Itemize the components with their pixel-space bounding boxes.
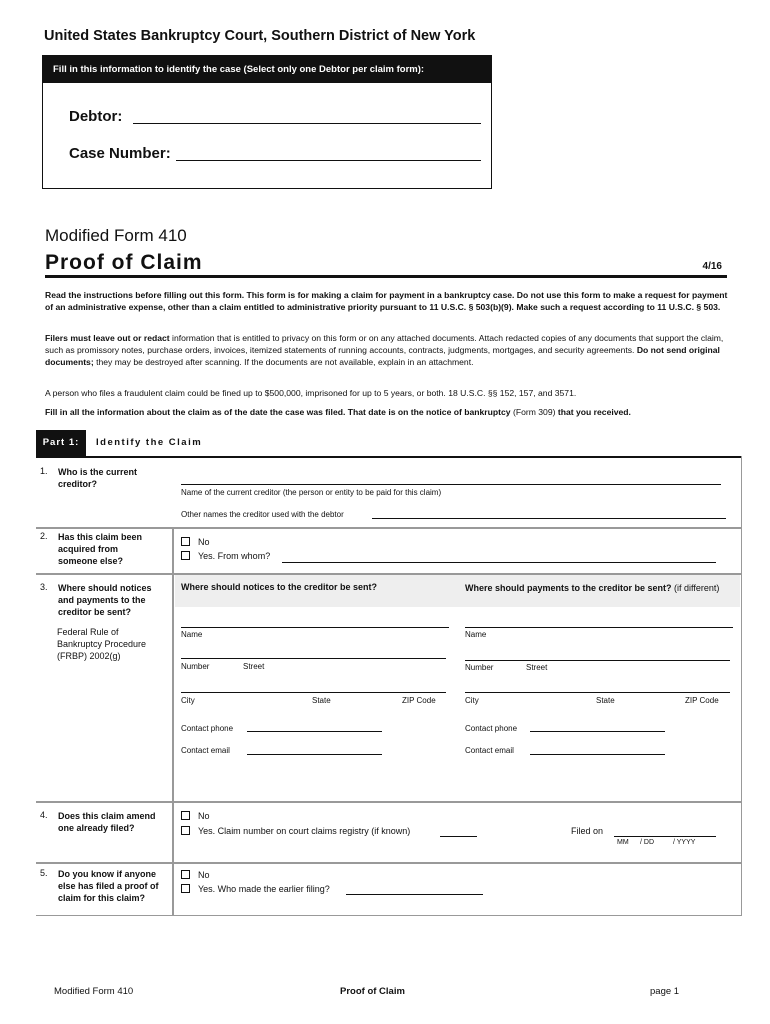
column-separator [172,527,174,916]
date-mm-label: MM [617,839,629,846]
claim-number-field[interactable] [440,836,477,837]
notice-email-field[interactable] [247,754,382,755]
debtor-field[interactable] [133,123,481,124]
q2-no-label: No [198,537,210,547]
footer-title: Proof of Claim [340,986,405,997]
creditor-name-hint: Name of the current creditor (the person or entity to be paid for this claim) [181,488,442,497]
q2-yes-option[interactable] [181,551,270,561]
q4-no-label: No [198,811,210,821]
notice-state-label: State [312,696,331,705]
title-rule [45,275,727,278]
acquired-from-field[interactable] [282,562,716,563]
q4-yes-checkbox[interactable] [181,826,190,835]
originals-text: they may be destroyed after scanning. If the documents are not available, explain in an attachment. [93,357,474,367]
debtor-label: Debtor: [69,108,123,125]
instructions-paragraph-2 [45,332,730,368]
q5-yes-checkbox[interactable] [181,884,190,893]
notice-zip-label: ZIP Code [402,696,436,705]
date-yyyy-label: / YYYY [673,839,696,846]
footer-page-number: page 1 [650,986,680,997]
payments-heading: Where should payments to the creditor be sent? [465,583,672,593]
q4-no-option[interactable] [181,811,210,821]
part-title: Identify the Claim [96,437,203,448]
instructions-paragraph-4 [45,406,730,418]
q4-question: Does this claim amend one already filed? [58,811,156,833]
q4-yes-label: Yes. Claim number on court claims registry (if known) [198,826,411,836]
payment-street-field[interactable] [465,660,730,661]
q5-yes-label: Yes. Who made the earlier filing? [198,884,330,894]
part-label: Part 1: [36,430,86,456]
q4-number: 4. [40,810,48,820]
originals-notice: Do not send original documents; [45,345,720,367]
case-box-title: Fill in this information to identify the case (Select only one Debtor per claim form): [43,56,491,83]
q2-question: Has this claim been acquired from someone else? [58,532,143,566]
payment-name-field[interactable] [465,627,733,628]
part1-frame [36,456,742,916]
q2-number: 2. [40,531,48,541]
row-separator-1 [36,527,742,529]
court-name: United States Bankruptcy Court, Southern District of New York [44,28,476,44]
form-number: Modified Form 410 [45,226,187,245]
notice-phone-label: Contact phone [181,724,234,733]
q5-yes-option[interactable] [181,884,330,894]
fill-in-notice: Fill in all the information about the claim as of the date the case was filed. That date is on the notice of bankruptcy [45,407,511,417]
payment-city-label: City [465,696,479,705]
payment-number-label: Number [465,663,494,672]
fill-in-notice-end: that you received. [557,407,631,417]
payments-if-different: (if different) [671,583,720,593]
q2-yes-checkbox[interactable] [181,551,190,560]
q5-no-label: No [198,870,210,880]
notice-name-label: Name [181,630,203,639]
other-names-label: Other names the creditor used with the debtor [181,510,344,519]
filed-on-date-field[interactable] [614,836,716,837]
filed-on-label: Filed on [571,826,604,836]
case-identification-box [42,55,492,189]
notice-city-label: City [181,696,195,705]
q1-number: 1. [40,466,48,476]
notice-street-label: Street [243,662,265,671]
q5-question: Do you know if anyone else has filed a proof of claim for this claim? [58,869,159,903]
frbp-reference: Federal Rule of Bankruptcy Procedure (FRBP) 2002(g) [57,627,147,661]
q4-no-checkbox[interactable] [181,811,190,820]
date-dd-label: / DD [640,839,654,846]
case-number-label: Case Number: [69,145,171,162]
instructions-paragraph-3: A person who files a fraudulent claim could be fined up to $500,000, imprisoned for up to 5 years, or both. 18 U.S.C. §§ 152, 157, and 3571. [45,388,577,398]
q2-no-checkbox[interactable] [181,537,190,546]
payment-state-label: State [596,696,615,705]
notice-email-label: Contact email [181,746,230,755]
creditor-name-field[interactable] [181,484,721,485]
payment-phone-label: Contact phone [465,724,518,733]
other-names-field[interactable] [372,518,726,519]
notice-street-field[interactable] [181,658,446,659]
q4-yes-option[interactable] [181,826,410,836]
payments-heading-block [465,582,730,594]
notice-name-field[interactable] [181,627,449,628]
payment-city-field[interactable] [465,692,730,693]
notice-number-label: Number [181,662,210,671]
payment-name-label: Name [465,630,487,639]
row-separator-3 [36,801,742,803]
q3-number: 3. [40,582,48,592]
redact-notice: Filers must leave out or redact [45,333,170,343]
payment-email-field[interactable] [530,754,665,755]
q3-question: Where should notices and payments to the creditor be sent? [58,583,152,617]
payment-phone-field[interactable] [530,731,665,732]
form-309-ref: (Form 309) [510,407,558,417]
form-title: Proof of Claim [45,251,203,274]
notice-phone-field[interactable] [247,731,382,732]
payment-zip-label: ZIP Code [685,696,719,705]
form-version: 4/16 [702,261,722,272]
case-number-field[interactable] [176,160,481,161]
row-separator-4 [36,862,742,864]
earlier-filer-field[interactable] [346,894,483,895]
q5-no-option[interactable] [181,870,210,880]
redact-text: information that is entitled to privacy on this form or on any attached documents. Attach redacted copies of any documents that support the claim, such as promissory notes, purchase orders, invoices, itemized statements of running accounts, contracts, judgments, mortgages, and security agreements. [45,333,724,355]
footer-form-number: Modified Form 410 [54,986,134,997]
q2-no-option[interactable] [181,537,210,547]
q2-yes-label: Yes. From whom? [198,551,271,561]
q5-no-checkbox[interactable] [181,870,190,879]
notices-heading: Where should notices to the creditor be sent? [181,582,378,592]
payment-email-label: Contact email [465,746,514,755]
notice-city-field[interactable] [181,692,446,693]
q1-question: Who is the current creditor? [58,467,138,489]
q5-number: 5. [40,868,48,878]
instructions-paragraph-1: Read the instructions before filling out this form. This form is for making a claim for payment in a bankruptcy case. Do not use this form to make a request for payment of an administrative expense, other than a claim entitled to administrative priority pursuant to 11 U.S.C. § 503(b)(9). Make such a request according to 11 U.S.C. § 503. [45,290,728,312]
payment-street-label: Street [526,663,548,672]
